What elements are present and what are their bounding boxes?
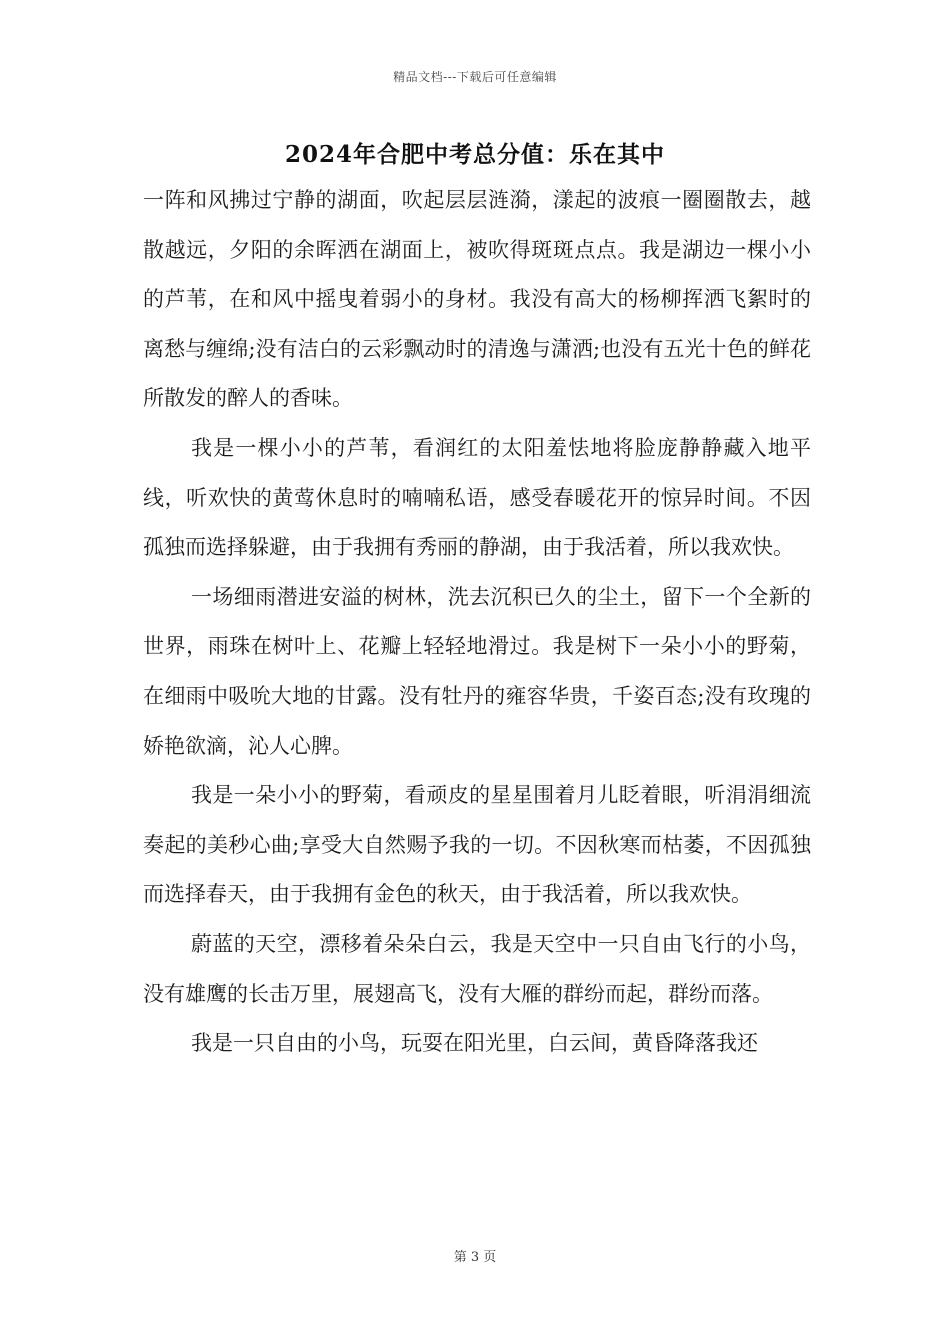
paragraph: 一阵和风拂过宁静的湖面，吹起层层涟漪，漾起的波痕一圈圈散去，越散越远，夕阳的余晖洒在湖面上，被吹得斑斑点点。我是湖边一棵小小的芦苇，在和风中摇曳着弱小的身材。我没有高大的杨柳挥洒飞絮时的离愁与缠绵;没有洁白的云彩飘动时的清逸与潇洒;也没有五光十色的鲜花所散发的醉人的香味。 bbox=[143, 188, 811, 411]
page-number: 第 3 页 bbox=[453, 1250, 497, 1265]
paragraph: 我是一只自由的小鸟，玩耍在阳光里，白云间，黄昏降落我还 bbox=[191, 1031, 758, 1056]
page-header: 精品文档---下载后可任意编辑 bbox=[393, 70, 557, 84]
document-title: 2024年合肥中考总分值：乐在其中 bbox=[284, 141, 665, 168]
paragraph: 我是一朵小小的野菊，看顽皮的星星围着月儿眨着眼，听涓涓细流奏起的美秒心曲;享受大自然赐予我的一切。不因秋寒而枯萎，不因孤独而选择春天，由于我拥有金色的秋天，由于我活着，所以我欢快。 bbox=[143, 783, 811, 907]
paragraph: 蔚蓝的天空，漂移着朵朵白云，我是天空中一只自由飞行的小鸟，没有雄鹰的长击万里，展翅高飞，没有大雁的群纷而起，群纷而落。 bbox=[143, 931, 811, 1006]
paragraph: 一场细雨潜进安溢的树林，洗去沉积已久的尘土，留下一个全新的世界，雨珠在树叶上、花瓣上轻轻地滑过。我是树下一朵小小的野菊，在细雨中吸吮大地的甘露。没有牡丹的雍容华贵，千姿百态;没有玫瑰的娇艳欲滴，沁人心脾。 bbox=[143, 584, 811, 758]
document-body bbox=[143, 176, 811, 1069]
paragraph: 我是一棵小小的芦苇，看润红的太阳羞怯地将脸庞静静藏入地平线，听欢快的黄莺休息时的喃喃私语，感受春暖花开的惊异时间。不因孤独而选择躲避，由于我拥有秀丽的静湖，由于我活着，所以我欢快。 bbox=[143, 435, 811, 560]
